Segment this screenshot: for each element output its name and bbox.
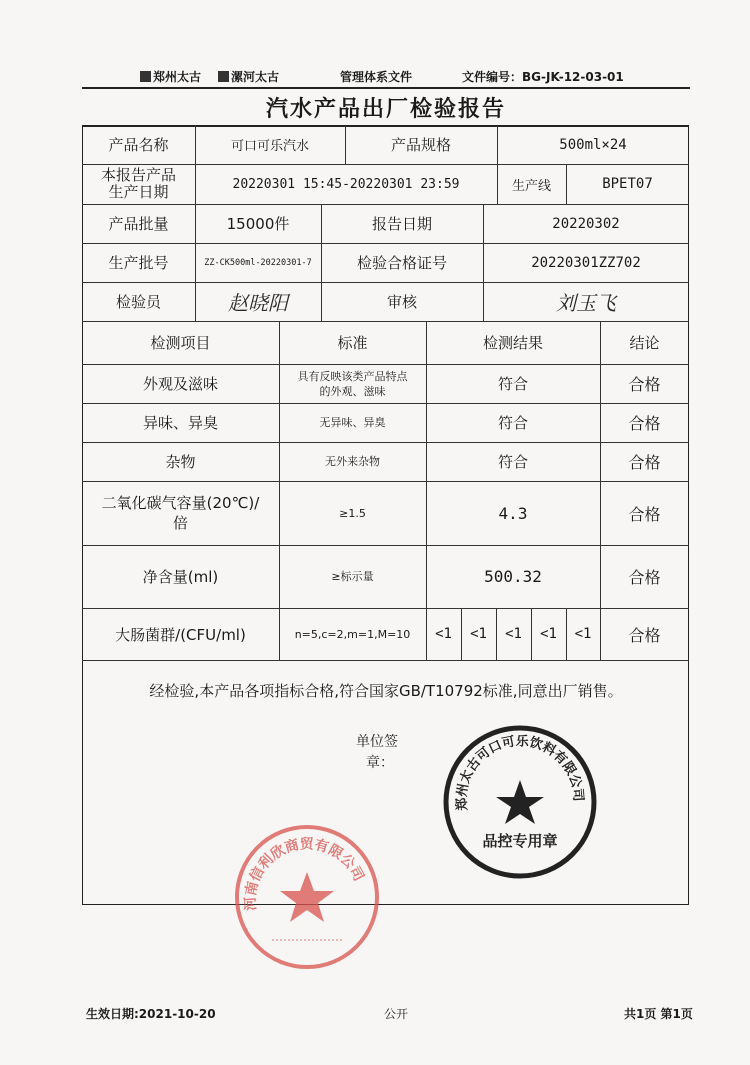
standard-impurity: 无外来杂物 (325, 455, 380, 468)
product-name-label: 产品名称 (108, 136, 169, 154)
item-coliform: 大肠菌群/(CFU/ml) (115, 625, 246, 644)
effective-date: 生效日期:2021-10-20 (86, 1007, 216, 1021)
standard-co2: ≥1.5 (339, 506, 366, 520)
seal-star-icon (280, 872, 334, 922)
company-logo-icon (140, 71, 151, 82)
batch-no-label: 生产批号 (108, 254, 169, 272)
conclusion-odor: 合格 (628, 414, 661, 433)
doc-type: 管理体系文件 (340, 70, 413, 84)
result-coliform-4: <1 (540, 626, 557, 642)
result-net-content: 500.32 (484, 567, 542, 586)
prod-date-label: 本报告产品 生产日期 (100, 166, 176, 201)
doc-header (140, 66, 640, 86)
seal-star-icon (496, 780, 544, 824)
visibility-label: 公开 (384, 1007, 409, 1021)
header-result: 检测结果 (482, 334, 543, 352)
trade-seal-arc-text: 河南信利欣商贸有限公司 (242, 836, 367, 912)
result-co2: 4.3 (498, 503, 528, 523)
result-coliform-5: <1 (574, 626, 592, 642)
company-2: 漯河太古 (218, 68, 279, 85)
company-1: 郑州太古 (140, 68, 201, 85)
batch-qty-label: 产品批量 (108, 215, 169, 233)
row-divider (82, 660, 689, 661)
cert-no-label: 检验合格证号 (356, 254, 447, 272)
product-name-value: 可口可乐汽水 (230, 139, 309, 154)
batch-qty-value: 15000件 (226, 215, 290, 233)
reviewer-signature: 刘玉飞 (556, 291, 616, 315)
report-date-label: 报告日期 (371, 215, 432, 233)
result-appearance: 符合 (497, 375, 528, 393)
conclusion-appearance: 合格 (628, 375, 661, 394)
result-odor: 符合 (497, 414, 528, 432)
header-rule (82, 87, 690, 89)
inspector-signature: 赵晓阳 (228, 291, 288, 315)
item-net-content: 净含量(ml) (142, 568, 219, 586)
trade-seal-stamp (232, 822, 382, 972)
qc-seal-stamp (440, 722, 600, 882)
conclusion-coliform: 合格 (628, 625, 661, 645)
report-date-value: 20220302 (552, 215, 620, 232)
cert-no-value: 20220301ZZ702 (531, 254, 641, 271)
spec-value: 500ml×24 (559, 136, 627, 153)
batch-no-value: ZZ-CK500ml-20220301-7 (204, 257, 312, 268)
reviewer-label: 审核 (386, 293, 417, 311)
conclusion-statement: 经检验,本产品各项指标合格,符合国家GB/T10792标准,同意出厂销售。 (149, 682, 623, 700)
standard-appearance: 具有反映该类产品特点 的外观、滋味 (297, 369, 408, 398)
standard-odor: 无异味、异臭 (319, 416, 386, 429)
result-coliform-2: <1 (470, 626, 487, 642)
conclusion-impurity: 合格 (628, 453, 661, 472)
qc-seal-arc-text: 郑州太古可口可乐饮料有限公司 (454, 734, 586, 812)
page-count: 共1页 第1页 (624, 1007, 693, 1021)
inspector-label: 检验员 (115, 293, 161, 311)
item-appearance: 外观及滋味 (142, 375, 218, 393)
unit-sign-label: 单位签 章： (356, 734, 398, 771)
company-logo-icon (218, 71, 229, 82)
header-standard: 标准 (337, 334, 368, 352)
header-conclusion: 结论 (629, 334, 660, 352)
item-co2: 二氧化碳气容量(20℃)/ 倍 (101, 494, 260, 532)
spec-label: 产品规格 (390, 136, 451, 154)
result-coliform-1: <1 (435, 626, 452, 642)
conclusion-co2: 合格 (628, 504, 661, 524)
header-item: 检测项目 (150, 334, 211, 352)
report-title: 汽水产品出厂检验报告 (265, 97, 506, 122)
doc-number: 文件编号：BG-JK-12-03-01 (462, 70, 624, 84)
standard-net-content: ≥标示量 (331, 570, 374, 583)
item-impurity: 杂物 (165, 453, 196, 471)
result-coliform-3: <1 (505, 626, 522, 642)
item-odor: 异味、异臭 (142, 414, 218, 432)
line-value: BPET07 (602, 176, 653, 192)
prod-date-value: 20220301 15:45-20220301 23:59 (232, 176, 460, 192)
standard-coliform: n=5,c=2,m=1,M=10 (294, 627, 411, 641)
conclusion-net-content: 合格 (628, 568, 661, 587)
qc-seal-center-text: 品控专用章 (482, 832, 558, 850)
line-label: 生产线 (511, 178, 551, 194)
result-impurity: 符合 (497, 453, 528, 471)
